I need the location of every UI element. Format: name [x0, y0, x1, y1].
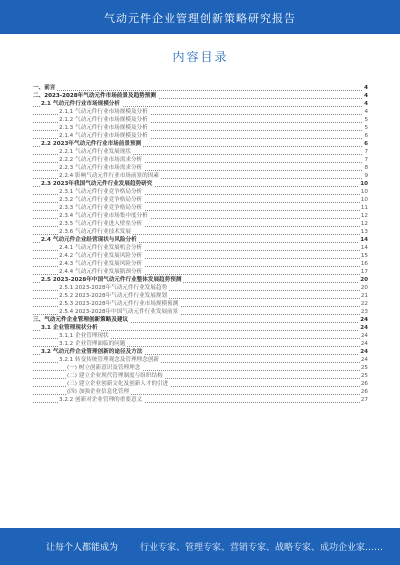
toc-entry[interactable]: [33, 260, 368, 268]
toc-entry-label: 2.3.4 气动元件行业市场集中度分析: [59, 213, 148, 219]
toc-entry[interactable]: [33, 196, 368, 204]
toc-page-number: 10: [360, 197, 368, 203]
toc-entry[interactable]: [33, 204, 368, 212]
toc-entry-label: 2.2.2 气动元件行业市场需求分析: [59, 157, 143, 163]
toc-entry-label: 3.1 企业管理现状分析: [41, 325, 98, 331]
toc-entry-label: 2.5.4 2023-2028年中国气动元件行业发展前景: [59, 309, 179, 315]
toc-page-number: 24: [360, 317, 368, 323]
table-of-contents: [33, 84, 368, 404]
toc-entry[interactable]: [33, 132, 368, 140]
toc-entry-label: 3.2.2 创新对企业管理的重要意义: [59, 397, 143, 403]
toc-entry-label: (四) 加强企业信息化管理: [67, 389, 130, 395]
toc-entry[interactable]: [33, 236, 368, 244]
toc-entry-label: 2.2.3 气动元件行业市场需求分析: [59, 165, 143, 171]
toc-entry-label: 2.4.4 气动元件行业发展瓶颈分析: [59, 269, 143, 275]
toc-page-number: 4: [364, 109, 368, 115]
toc-entry[interactable]: [33, 228, 368, 236]
toc-page-number: 8: [364, 165, 368, 171]
toc-page-number: 24: [360, 349, 368, 355]
toc-entry-label: 2.5.2 2023-2028年气动元件行业发展规划: [59, 293, 168, 299]
toc-page-number: 6: [364, 141, 368, 147]
toc-entry-label: 一、前言: [33, 85, 56, 91]
toc-page-number: 27: [360, 397, 368, 403]
document-page: [33, 46, 368, 508]
toc-page-number: 17: [360, 269, 368, 275]
toc-entry-label: 2.4.3 气动元件行业发展风险分析: [59, 261, 143, 267]
toc-page-number: 12: [360, 221, 368, 227]
toc-entry[interactable]: [33, 276, 368, 284]
toc-entry[interactable]: [33, 284, 368, 292]
report-title: 气动元件企业管理创新策略研究报告: [104, 12, 296, 25]
toc-entry-label: 2.5.3 2023-2028年气动元件行业市场规模预测: [59, 301, 179, 307]
toc-entry-label: 3.1.2 企业管理面临的问题: [59, 341, 126, 347]
toc-entry-label: 2.3.3 气动元件行业竞争格局分析: [59, 205, 143, 211]
toc-entry-label: (一) 树立创新意识及管理理念: [67, 365, 141, 371]
toc-entry-label: 三、气动元件企业管理创新策略及建议: [33, 317, 129, 323]
toc-page-number: 20: [360, 285, 368, 291]
toc-page-number: 5: [364, 125, 368, 131]
toc-entry-label: 2.5.1 2023-2028年气动元件行业发展趋势: [59, 285, 168, 291]
toc-entry-label: 2.1.3 气动元件行业市场规模及分析: [59, 125, 148, 131]
toc-page-number: 24: [360, 341, 368, 347]
toc-page-number: 24: [360, 325, 368, 331]
toc-entry-label: 2.3.2 气动元件行业竞争格局分析: [59, 197, 143, 203]
toc-entry[interactable]: [33, 148, 368, 156]
toc-page-number: 16: [360, 261, 368, 267]
toc-page-number: 26: [360, 381, 368, 387]
toc-page-number: 12: [360, 213, 368, 219]
toc-entry[interactable]: [33, 188, 368, 196]
toc-entry[interactable]: [33, 116, 368, 124]
toc-page-number: 21: [360, 293, 368, 299]
toc-entry[interactable]: [33, 364, 368, 372]
toc-entry[interactable]: [33, 372, 368, 380]
toc-entry-label: 2.3.6 气动元件行业技术发展: [59, 229, 131, 235]
footer-tagline: 行业专家、管理专家、营销专家、战略专家、成功企业家……: [140, 543, 384, 553]
toc-entry-label: 2.3 2023年我国气动元件行业发展趋势研究: [41, 181, 153, 187]
footer-bar: [0, 528, 400, 565]
toc-entry[interactable]: [33, 268, 368, 276]
toc-page-number: 14: [360, 245, 368, 251]
toc-entry[interactable]: [33, 212, 368, 220]
toc-page-number: 10: [360, 181, 368, 187]
toc-page-number: 10: [360, 189, 368, 195]
toc-heading: 内容目录: [172, 50, 229, 64]
toc-page-number: 24: [360, 357, 368, 363]
toc-entry[interactable]: [33, 292, 368, 300]
toc-entry[interactable]: [33, 396, 368, 404]
toc-entry-label: 2.4 气动元件企业经营现状与风险分析: [41, 237, 137, 243]
toc-page-number: 25: [360, 373, 368, 379]
toc-entry[interactable]: [33, 356, 368, 364]
toc-page-number: 7: [364, 149, 368, 155]
toc-page-number: 14: [360, 237, 368, 243]
header-bar: [0, 0, 400, 34]
toc-entry[interactable]: [33, 252, 368, 260]
toc-entry[interactable]: [33, 388, 368, 396]
toc-entry-label: (三) 建立企业创新文化及创新人才的引进: [67, 381, 169, 387]
toc-page-number: 22: [360, 301, 368, 307]
toc-entry[interactable]: [33, 324, 368, 332]
toc-entry[interactable]: [33, 180, 368, 188]
toc-page-number: 4: [364, 101, 368, 107]
toc-page-number: 23: [360, 309, 368, 315]
toc-entry[interactable]: [33, 380, 368, 388]
toc-entry[interactable]: [33, 172, 368, 180]
toc-page-number: 11: [360, 205, 368, 211]
toc-page-number: 20: [360, 277, 368, 283]
toc-entry[interactable]: [33, 92, 368, 100]
toc-entry[interactable]: [33, 340, 368, 348]
toc-entry-label: 2.4.1 气动元件行业发展机会分析: [59, 245, 143, 251]
toc-entry[interactable]: [33, 244, 368, 252]
toc-entry[interactable]: [33, 316, 368, 324]
toc-entry[interactable]: [33, 100, 368, 108]
toc-entry-label: 2.1.1 气动元件行业市场规模及分析: [59, 109, 148, 115]
toc-entry[interactable]: [33, 108, 368, 116]
toc-page-number: 7: [364, 157, 368, 163]
toc-entry[interactable]: [33, 220, 368, 228]
toc-entry-label: 3.1.1 企业管理现状: [59, 333, 109, 339]
toc-page-number: 9: [364, 173, 368, 179]
toc-entry[interactable]: [33, 140, 368, 148]
toc-entry[interactable]: [33, 84, 368, 92]
toc-entry-label: 3.2.1 转变传统管理观念及管理理念创新: [59, 357, 159, 363]
toc-entry-label: 2.2.1 气动元件行业发展现状: [59, 149, 131, 155]
footer-brand: 让每个人都能成为: [46, 543, 119, 553]
toc-entry-label: 2.4.2 气动元件行业发展风险分析: [59, 253, 143, 259]
toc-entry-label: 2.5 2023-2028年中国气动元件行业整体发展趋势预测: [41, 277, 182, 283]
toc-page-number: 15: [360, 253, 368, 259]
toc-page-number: 4: [364, 85, 368, 91]
toc-entry[interactable]: [33, 300, 368, 308]
toc-page-number: 25: [360, 365, 368, 371]
toc-entry-label: 2.1 气动元件行业市场规模分析: [41, 101, 120, 107]
toc-entry[interactable]: [33, 124, 368, 132]
toc-page-number: 13: [360, 229, 368, 235]
toc-entry[interactable]: [33, 348, 368, 356]
toc-entry-label: 2.2.4 影响气动元件行业市场前景的因素: [59, 173, 159, 179]
toc-entry-label: 3.2 气动元件企业管理创新的途径及方法: [41, 349, 143, 355]
toc-entry-label: 2.3.1 气动元件行业竞争格局分析: [59, 189, 143, 195]
toc-entry-label: (二) 建立企业现代管理制度与组织结构: [67, 373, 163, 379]
toc-entry-label: 二、2023-2028年气动元件市场前景及趋势预测: [33, 93, 156, 99]
toc-page-number: 4: [364, 93, 368, 99]
toc-entry[interactable]: [33, 156, 368, 164]
toc-entry-label: 2.1.2 气动元件行业市场规模及分析: [59, 117, 148, 123]
toc-page-number: 26: [360, 389, 368, 395]
toc-entry-label: 2.3.5 气动元件行业进入壁垒分析: [59, 221, 143, 227]
toc-entry[interactable]: [33, 332, 368, 340]
toc-leader-dots: [33, 90, 364, 91]
toc-entry[interactable]: [33, 164, 368, 172]
toc-page-number: 24: [360, 333, 368, 339]
toc-entry-label: 2.1.4 气动元件行业市场规模及分析: [59, 133, 148, 139]
toc-page-number: 6: [364, 133, 368, 139]
toc-page-number: 5: [364, 117, 368, 123]
toc-entry[interactable]: [33, 308, 368, 316]
toc-entry-label: 2.2 2023年气动元件行业市场前景预测: [41, 141, 142, 147]
